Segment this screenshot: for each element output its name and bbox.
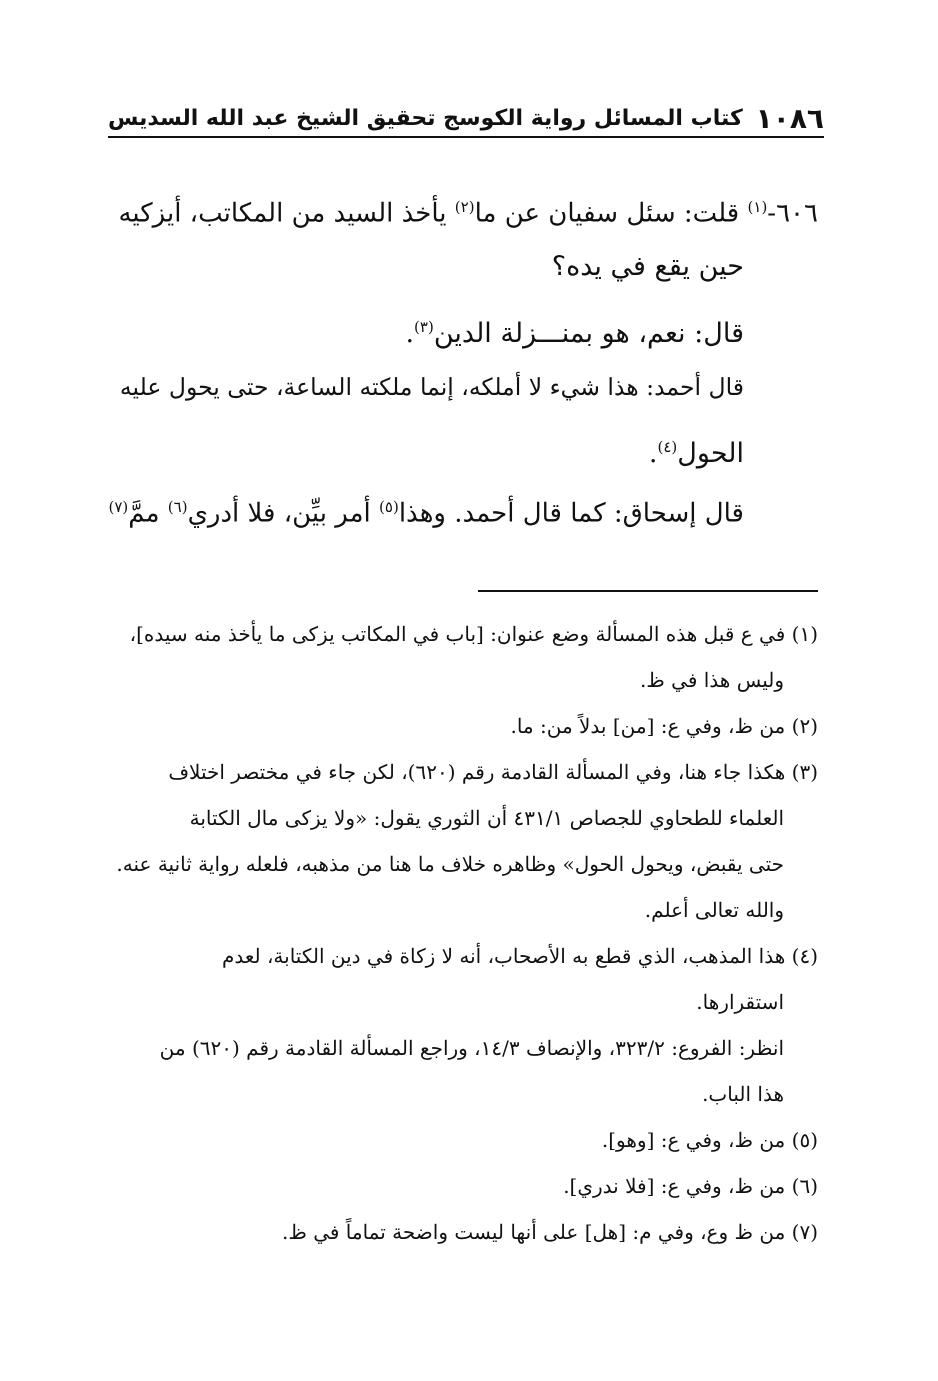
text-segment: يأخذ السيد من المكاتب، أيزكيه <box>118 198 455 229</box>
footnote-ref: (٥) <box>379 498 399 516</box>
footnote-4: (٤) هذا المذهب، الذي قطع به الأصحاب، أنه لا زكاة في دين الكتابة، لعدم <box>221 944 818 968</box>
running-title: كتاب المسائل رواية الكوسج تحقيق الشيخ عبد الله السديس <box>108 106 743 131</box>
issue-606-line-1 <box>118 178 818 243</box>
ahmad-statement-cont <box>649 418 744 483</box>
text-segment: قال إسحاق: كما قال أحمد. وهذا <box>398 498 744 529</box>
footnote-7: (٧) من ظ وع، وفي م: [هل] على أنها ليست واضحة تماماً في ظ. <box>281 1220 818 1244</box>
footnote-1: (١) في ع قبل هذه المسألة وضع عنوان: [باب في المكاتب يزكى ما يأخذ منه سيده]، <box>129 622 818 646</box>
footnote-4-cont: استقرارها. <box>696 990 784 1014</box>
text-segment: . <box>405 318 415 349</box>
page-number: ١٠٨٦ <box>755 102 824 135</box>
footnote-ref: (٢) <box>454 198 475 216</box>
issue-number: ٦٠٦- <box>767 198 818 229</box>
footnote-ref: (٧) <box>108 498 129 516</box>
footnote-3-cont: حتى يقبض، ويحول الحول» وظاهره خلاف ما هنا من مذهبه، فلعله رواية ثانية عنه. <box>116 852 784 876</box>
text-segment: أمر بيِّن، فلا أدري <box>187 498 380 529</box>
page-header <box>108 96 824 138</box>
footnote-4-cont: هذا الباب. <box>702 1082 784 1106</box>
footnote-3-cont: والله تعالى أعلم. <box>644 898 784 922</box>
footnote-ref: (١) <box>747 198 768 216</box>
footnote-3: (٣) هكذا جاء هنا، وفي المسألة القادمة رقم (٦٢٠)، لكن جاء في مختصر اختلاف <box>168 760 818 784</box>
footnote-ref: (٦) <box>167 498 188 516</box>
ishaq-statement <box>109 478 745 543</box>
footnote-2: (٢) من ظ، وفي ع: [من] بدلاً من: ما. <box>510 714 818 738</box>
text-segment: . <box>648 438 658 469</box>
footnote-1-cont: وليس هذا في ظ. <box>639 668 784 692</box>
issue-606-line-2: حين يقع في يده؟ <box>551 251 744 282</box>
footnote-ref: (٤) <box>657 438 678 456</box>
footnote-3-cont: العلماء للطحاوي للجصاص ٤٣١/١ أن الثوري يقول: «ولا يزكى مال الكتابة <box>189 806 784 830</box>
footnote-divider <box>478 590 818 592</box>
sufyan-answer <box>405 298 744 363</box>
footnote-ref: (٣) <box>414 318 434 336</box>
text-segment: قال: نعم، هو بمنـــزلة الدين <box>433 318 744 349</box>
text-segment: قلت: سئل سفيان عن ما <box>474 198 748 229</box>
footnote-4-reference: انظر: الفروع: ٣٢٣/٢، والإنصاف ١٤/٣، وراجع المسألة القادمة رقم (٦٢٠) من <box>159 1036 784 1060</box>
footnote-5: (٥) من ظ، وفي ع: [وهو]. <box>601 1128 818 1152</box>
ahmad-statement: قال أحمد: هذا شيء لا أملكه، إنما ملكته الساعة، حتى يحول عليه <box>119 373 744 401</box>
footnote-6: (٦) من ظ، وفي ع: [فلا ندري]. <box>563 1174 818 1198</box>
text-segment: ممَّ <box>128 498 168 529</box>
text-segment: الحول <box>677 438 744 469</box>
